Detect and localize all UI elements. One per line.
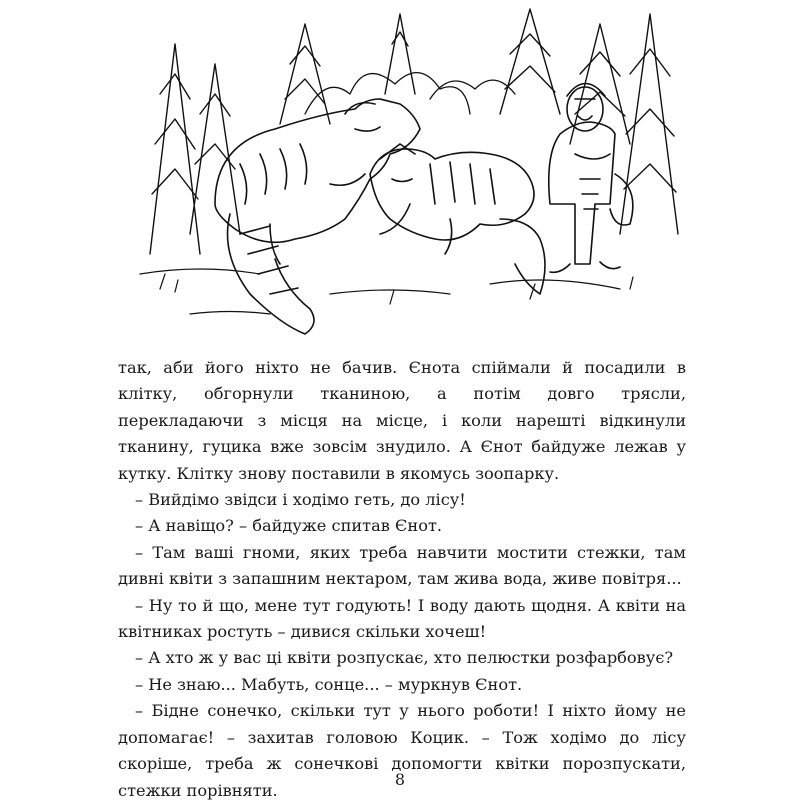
paragraph: – А навіщо? – байдуже спитав Єнот. bbox=[135, 516, 443, 536]
paragraph: – А хто ж у вас ці квіти розпускає, хто пелюстки розфарбовує? bbox=[135, 648, 674, 668]
paragraph: – Там ваші гноми, яких треба навчити мостити стежки, там дивні квіти з запашним нектаром, там жива вода, живе повітря... bbox=[118, 542, 686, 589]
paragraph: – Не знаю... Мабуть, сонце... – муркнув Єнот. bbox=[135, 674, 523, 694]
bushes bbox=[305, 73, 515, 114]
story-text bbox=[118, 355, 686, 804]
raccoon-drawing bbox=[215, 99, 420, 334]
paragraph: – Ну то й що, мене тут годують! І воду дають щодня. А квіти на квітниках ростуть – дивися скільки хочеш! bbox=[118, 595, 686, 642]
ground bbox=[140, 269, 633, 314]
badger-drawing bbox=[370, 144, 545, 294]
illustration bbox=[130, 4, 680, 340]
page-number: 8 bbox=[394, 770, 406, 789]
paragraph: – Вийдімо звідси і ходімо геть, до лісу! bbox=[135, 490, 466, 510]
paragraph: так, аби його ніхто не бачив. Єнота спіймали й посадили в клітку, обгорнули тканиною, а потім довго трясли, перекладаючи з місця на місце, і коли нарешті відкинули тканину, гуцика вже зовсім знудило. А Єнот байдуже лежав у кутку. Клітку знову поставили в якомусь зоопарку. bbox=[118, 358, 686, 483]
paragraph: – Бідне сонечко, скільки тут у нього роботи! І ніхто йому не допомагає! – захитав головою Коцик. – Тож ходімо до лісу скоріше, треба ж сонечкові допомогти квітки порозпускати, стежки порівняти. bbox=[118, 701, 686, 800]
